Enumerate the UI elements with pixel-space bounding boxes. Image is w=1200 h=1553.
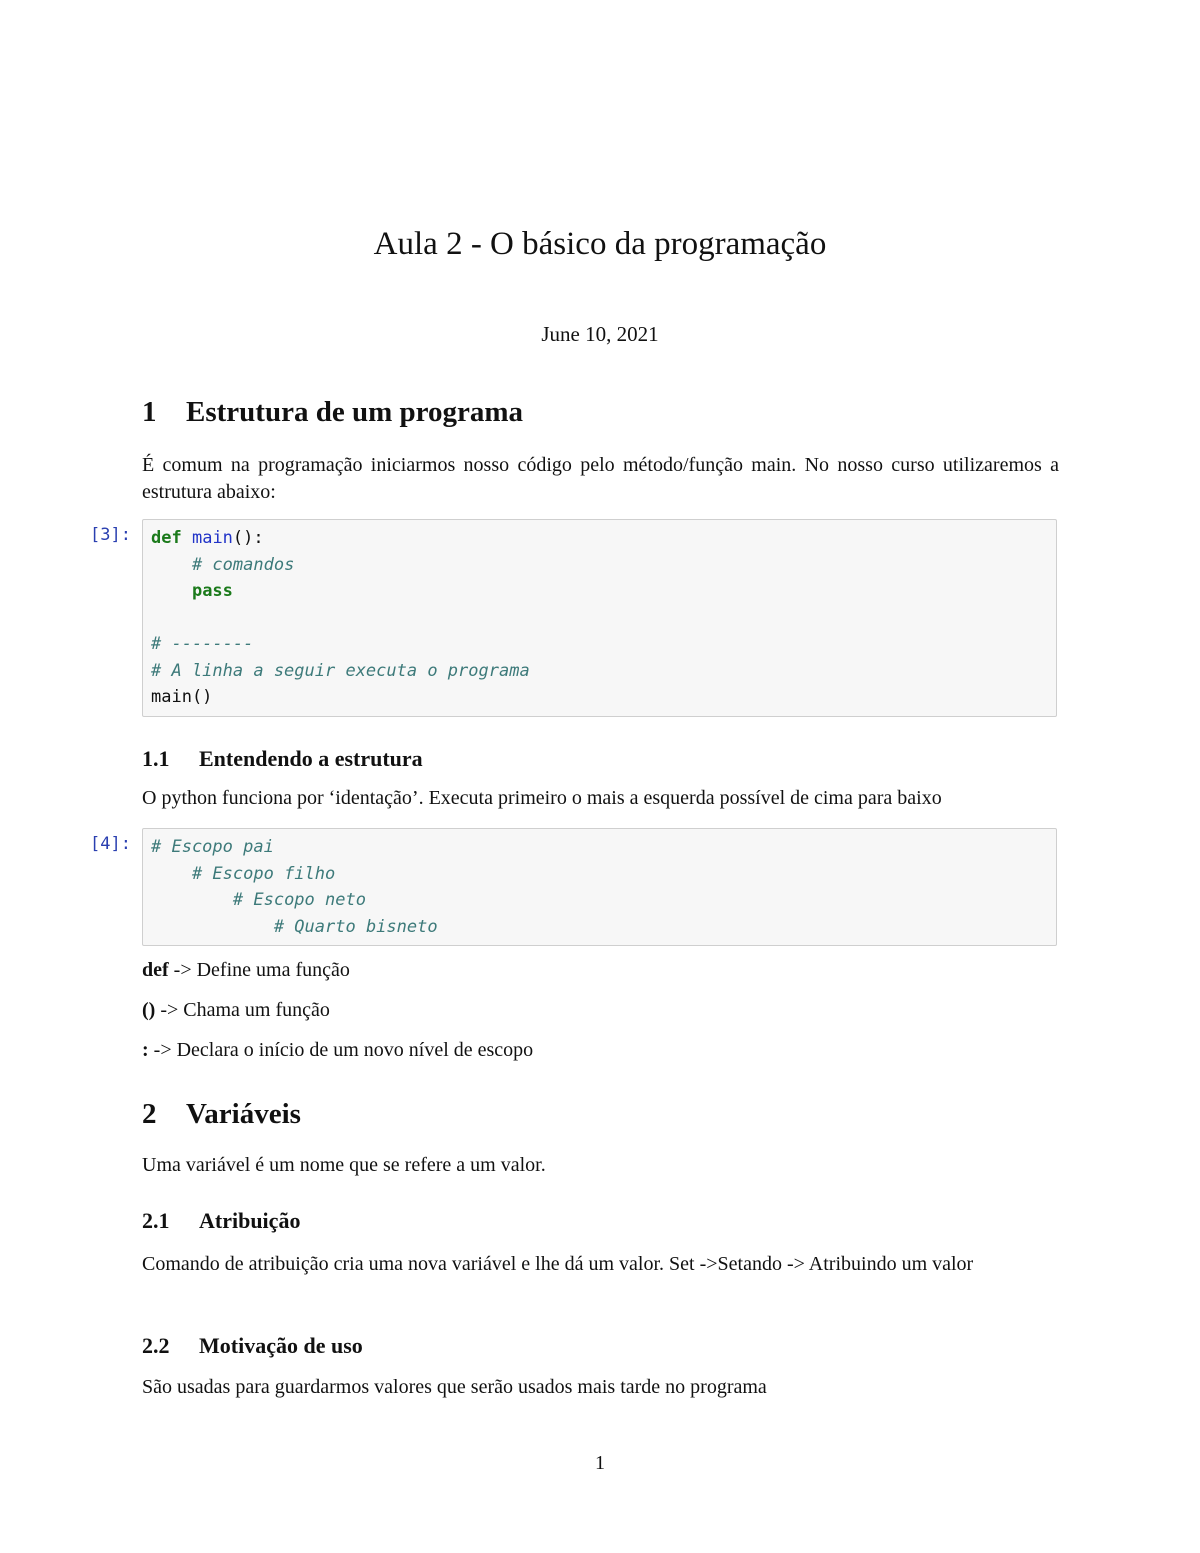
subsection-2-2-text: São usadas para guardarmos valores que serão usados mais tarde no programa <box>142 1376 767 1398</box>
code-comment: # Escopo filho <box>191 863 336 884</box>
subsection-2-1-text: Comando de atribuição cria uma nova variável e lhe dá um valor. Set ->Setando -> Atribuindo um valor <box>142 1253 974 1275</box>
code-line <box>151 578 1048 605</box>
subsection-number: 1.1 <box>142 746 170 771</box>
definition-text: -> Declara o início de um novo nível de escopo <box>148 1039 534 1061</box>
code-line <box>151 684 1048 711</box>
definition-term: def <box>142 959 169 981</box>
section-title: Variáveis <box>186 1098 301 1130</box>
definition-term: : <box>142 1039 149 1061</box>
code-line <box>151 658 1048 685</box>
section-2-intro: Uma variável é um nome que se refere a um valor. <box>142 1154 546 1176</box>
section-1-intro: É comum na programação iniciarmos nosso código pelo método/função main. No nosso curso utilizaremos a estrutura abaixo: <box>142 454 1059 503</box>
code-comment: # Escopo neto <box>232 890 366 910</box>
code-line <box>151 834 1048 861</box>
cell-prompt-4: [4]: <box>90 834 131 854</box>
cell-prompt-3: [3]: <box>90 525 131 545</box>
subsection-heading-2-2 <box>142 1333 363 1359</box>
code-comment: # A linha a seguir executa o programa <box>151 660 530 681</box>
definition-text: -> Chama um função <box>155 999 330 1021</box>
section-number: 1 <box>142 396 157 428</box>
code-line <box>151 861 1048 888</box>
subsection-1-1-text: O python funciona por ‘identação’. Executa primeiro o mais a esquerda possível de cima para baixo <box>142 787 942 809</box>
definition-colon <box>142 1039 533 1062</box>
code-line <box>151 887 1048 914</box>
code-keyword: pass <box>191 581 233 601</box>
section-heading-1 <box>142 396 523 429</box>
code-text: (): <box>232 528 264 548</box>
code-function-name: main <box>191 528 233 548</box>
subsection-number: 2.1 <box>142 1208 170 1233</box>
code-comment: # Quarto bisneto <box>273 916 438 937</box>
definition-def <box>142 959 350 982</box>
code-keyword: def <box>151 528 182 548</box>
subsection-title: Motivação de uso <box>199 1333 363 1358</box>
subsection-title: Atribuição <box>199 1208 301 1233</box>
code-line <box>151 552 1048 579</box>
code-line <box>151 525 1048 552</box>
definition-term: () <box>142 999 156 1021</box>
code-cell-scopes[interactable] <box>142 828 1057 946</box>
page-number: 1 <box>595 1452 605 1474</box>
code-line <box>151 631 1048 658</box>
code-cell-main[interactable] <box>142 519 1057 717</box>
code-line <box>151 914 1048 941</box>
section-number: 2 <box>142 1098 157 1130</box>
subsection-title: Entendendo a estrutura <box>199 746 423 771</box>
code-comment: # -------- <box>151 634 254 654</box>
document-date: June 10, 2021 <box>541 322 659 346</box>
definition-text: -> Define uma função <box>168 959 350 981</box>
section-heading-2 <box>142 1098 301 1131</box>
subsection-heading-2-1 <box>142 1208 300 1234</box>
code-comment: # Escopo pai <box>151 837 274 857</box>
code-line-blank <box>151 605 1048 632</box>
definition-call <box>142 999 330 1022</box>
subsection-number: 2.2 <box>142 1333 170 1358</box>
subsection-heading-1-1 <box>142 746 423 772</box>
code-comment: # comandos <box>191 554 295 575</box>
document-title: Aula 2 - O básico da programação <box>373 226 827 262</box>
code-text: main() <box>151 687 213 707</box>
section-title: Estrutura de um programa <box>186 396 523 428</box>
